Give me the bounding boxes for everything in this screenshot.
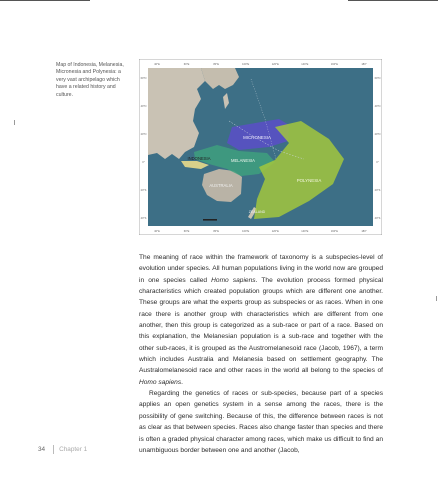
longitude-tick-label: 180° <box>361 230 367 233</box>
longitude-tick-label: 80°E <box>213 230 219 233</box>
crop-mark <box>436 296 437 301</box>
latitude-tick-label: 40°S <box>374 217 381 220</box>
top-rule-left <box>0 0 90 1</box>
latitude-tick-label: 0° <box>142 161 145 164</box>
longitude-tick-label: 120°E <box>271 230 279 233</box>
micronesia-label: MICRONESIA <box>243 135 271 140</box>
top-rule-right <box>348 0 438 1</box>
body-text <box>139 252 383 456</box>
longitude-tick-label: 120°E <box>271 63 279 66</box>
longitude-tick-label: 140°E <box>301 63 309 66</box>
chapter-label: Chapter 1 <box>59 446 88 453</box>
latitude-tick-label: 60°N <box>374 77 381 80</box>
longitude-tick-label: 40°E <box>154 63 160 66</box>
paragraph-1-text: . <box>181 378 183 386</box>
latitude-tick-label: 20°N <box>374 133 381 136</box>
indonesia-label: INDONESIA <box>187 156 211 161</box>
australia-label: AUSTRALIA <box>209 183 233 188</box>
species-name: Homo sapiens <box>139 378 182 386</box>
zealand-label: ZEALAND <box>248 210 266 214</box>
latitude-tick-label: 20°S <box>374 189 381 192</box>
longitude-tick-label: 160°E <box>330 63 338 66</box>
paragraph-1-text: The meaning of race within the framework of taxonomy is a subspecies-level of evolution under species. All human populations living in the world now are grouped in one species called <box>139 254 383 284</box>
longitude-tick-label: 100°E <box>242 230 250 233</box>
map-svg <box>139 59 382 235</box>
figure-caption: Map of Indonesia, Melanesia, Micronesia and Polynesia: a very vast archipelago which have a related history and culture. <box>56 62 124 98</box>
longitude-tick-label: 100°E <box>242 63 250 66</box>
page-footer <box>38 445 87 454</box>
species-name: Homo sapiens <box>211 276 256 284</box>
latitude-tick-label: 40°N <box>374 105 381 108</box>
footer-separator <box>53 445 54 454</box>
latitude-tick-label: 20°S <box>140 189 147 192</box>
longitude-tick-label: 140°E <box>301 230 309 233</box>
polynesia-label: POLYNESIA <box>296 178 322 183</box>
map-figure <box>139 59 382 235</box>
melanesia-label: MELANESIA <box>231 158 255 163</box>
longitude-tick-label: 60°E <box>183 230 190 233</box>
latitude-tick-label: 0° <box>376 161 379 164</box>
scale-bar <box>203 219 217 221</box>
page-number: 34 <box>38 446 46 453</box>
paragraph-1-text: . The evolution process formed physical characteristics which created population groups which are different one another. These groups are what the experts group as subspecies or as races. When in one race there is another group with characteristics which are different from one another, then this group is categorized as a sub-race or part of a race. Based on this explanation, the Melanesian population is a sub-race and together with the other sub-races, it is grouped as the Austromelanesoid race (Jacob, 1967), a term which includes Australia and Melanesia based on settlement geography. The Australomelanesoid race and other races in the world all belong to the species of <box>139 276 383 375</box>
longitude-tick-label: 40°E <box>154 230 160 233</box>
paragraph-2: Regarding the genetics of races or sub-species, because part of a species applies an open genetics system in a sense among the races, there is the possibility of gene switching. Because of this, the difference between races is not as clear as that between species. Races also change faster than species and there is often a graded physical character among races, which make us difficult to find an unambiguous border between one and another (Jacob, <box>139 390 383 454</box>
latitude-tick-label: 40°N <box>140 105 147 108</box>
paragraph-1 <box>139 252 383 388</box>
longitude-tick-label: 60°E <box>183 63 190 66</box>
longitude-tick-label: 180° <box>361 63 367 66</box>
longitude-tick-label: 160°E <box>330 230 338 233</box>
latitude-tick-label: 20°N <box>140 133 147 136</box>
latitude-tick-label: 60°N <box>140 77 147 80</box>
crop-mark <box>14 120 15 125</box>
latitude-tick-label: 40°S <box>140 217 147 220</box>
longitude-tick-label: 80°E <box>213 63 219 66</box>
